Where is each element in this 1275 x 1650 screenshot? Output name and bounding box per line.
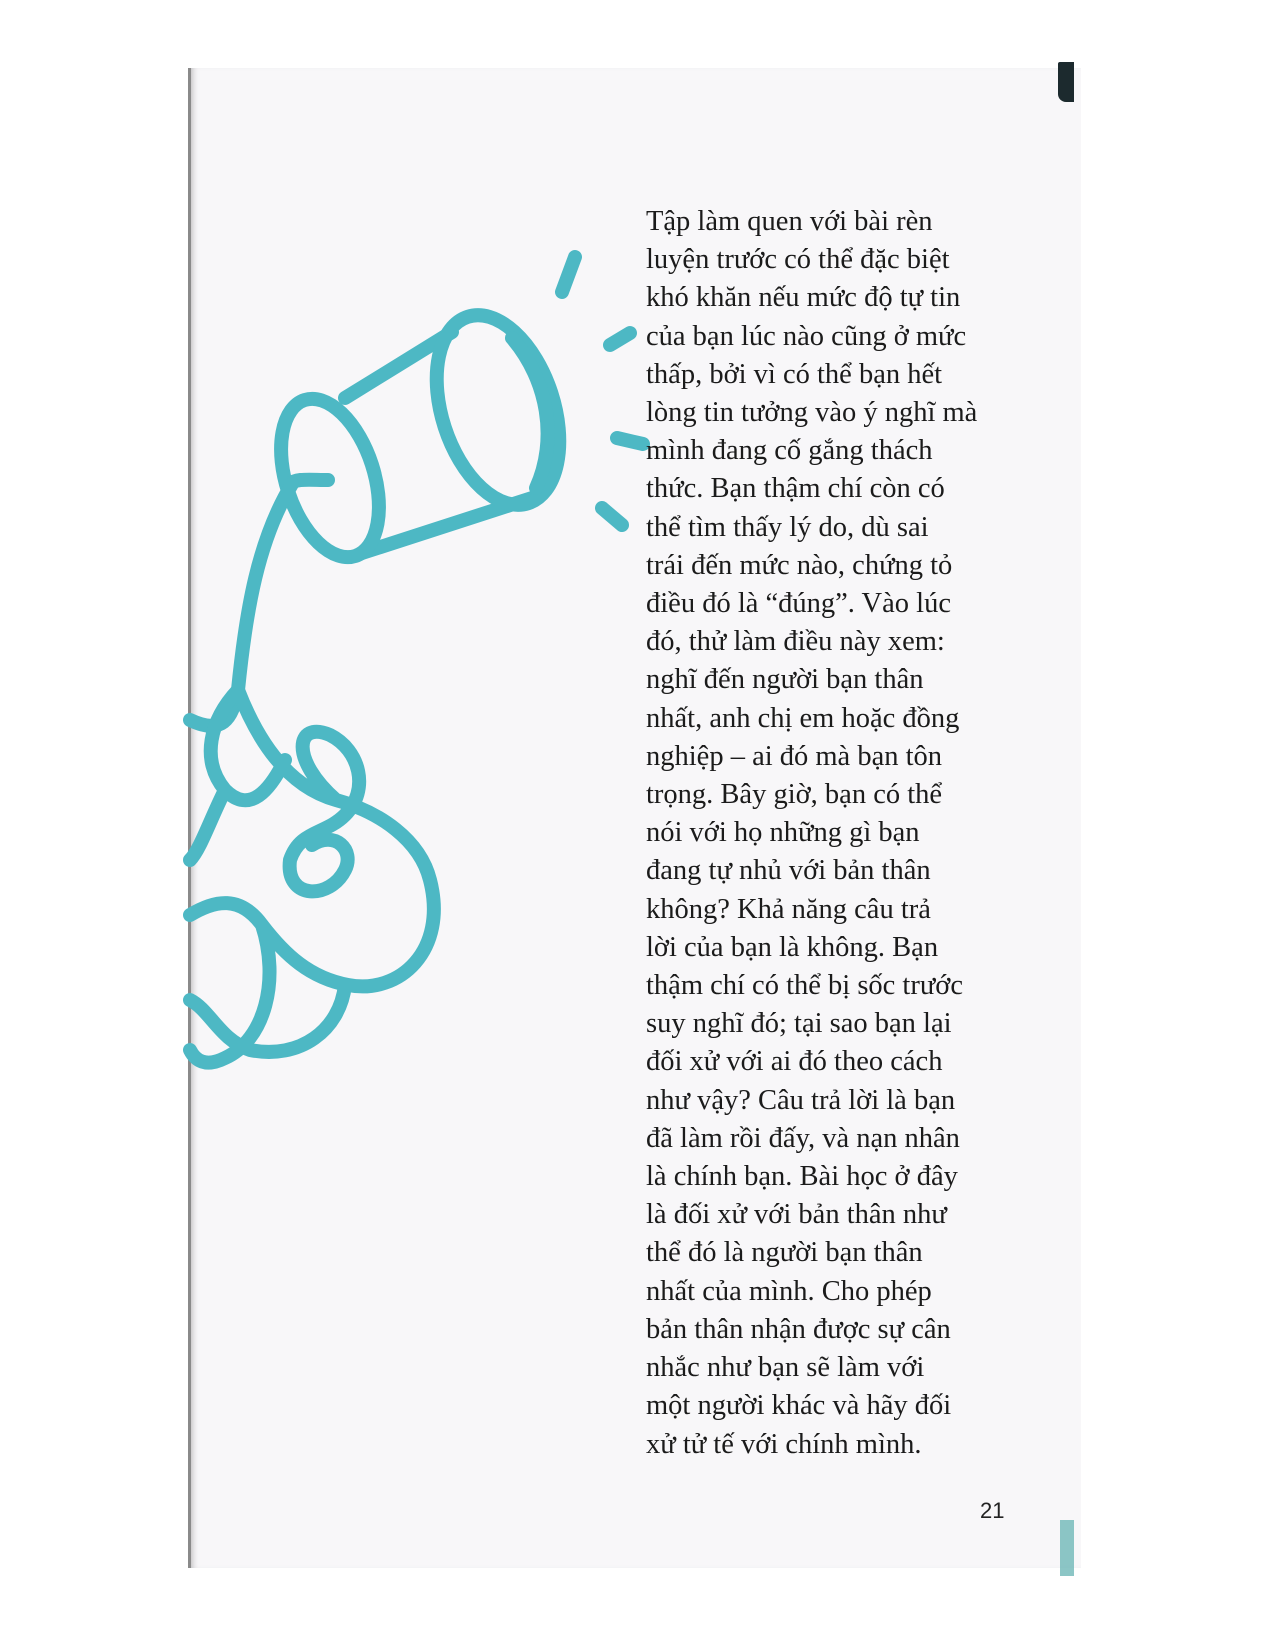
text-line: không? Khả năng câu trả bbox=[646, 893, 931, 925]
text-line: xử tử tế với chính mình. bbox=[646, 1428, 922, 1460]
text-line: một người khác và hãy đối bbox=[646, 1390, 952, 1422]
text-line: điều đó là “đúng”. Vào lúc bbox=[646, 588, 951, 620]
text-line: thức. Bạn thậm chí còn có bbox=[646, 473, 945, 505]
text-line: Tập làm quen với bài rèn bbox=[646, 206, 933, 237]
text-line: lòng tin tưởng vào ý nghĩ mà bbox=[646, 397, 978, 429]
text-line: nhất của mình. Cho phép bbox=[646, 1275, 932, 1307]
text-line: là đối xử với bản thân như bbox=[646, 1199, 947, 1231]
text-line: mình đang cố gắng thách bbox=[646, 435, 933, 467]
text-line: lời của bạn là không. Bạn bbox=[646, 931, 939, 963]
ray-2 bbox=[610, 333, 630, 345]
text-line: nghiệp – ai đó mà bạn tôn bbox=[646, 740, 943, 772]
text-line: trọng. Bây giờ, bạn có thể bbox=[646, 779, 943, 811]
text-line: trái đến mức nào, chứng tỏ bbox=[646, 549, 953, 581]
page-number: 21 bbox=[980, 1498, 1005, 1523]
text-line: đã làm rồi đấy, và nạn nhân bbox=[646, 1122, 960, 1154]
text-line: đó, thử làm điều này xem: bbox=[646, 626, 945, 658]
text-line: nhất, anh chị em hoặc đồng bbox=[646, 702, 960, 734]
text-line: nghĩ đến người bạn thân bbox=[646, 664, 924, 696]
text-line: đối xử với ai đó theo cách bbox=[646, 1046, 943, 1078]
text-line: của bạn lúc nào cũng ở mức bbox=[646, 320, 967, 352]
text-line: như vậy? Câu trả lời là bạn bbox=[646, 1084, 956, 1116]
text-line: là chính bạn. Bài học ở đây bbox=[646, 1161, 958, 1193]
text-line: thấp, bởi vì có thể bạn hết bbox=[646, 358, 943, 390]
text-line: đang tự nhủ với bản thân bbox=[646, 855, 931, 887]
text-line: bản thân nhận được sự cân bbox=[646, 1313, 951, 1345]
text-line: suy nghĩ đó; tại sao bạn lại bbox=[646, 1008, 952, 1040]
text-line: nhắc như bạn sẽ làm với bbox=[646, 1352, 925, 1384]
text-line: luyện trước có thể đặc biệt bbox=[646, 244, 950, 276]
text-line: khó khăn nếu mức độ tự tin bbox=[646, 282, 961, 314]
string-tangle bbox=[190, 690, 434, 1063]
ray-4 bbox=[602, 508, 622, 525]
text-line: thể tìm thấy lý do, dù sai bbox=[646, 511, 929, 543]
ray-3 bbox=[617, 438, 643, 444]
text-line: thể đó là người bạn thân bbox=[646, 1237, 923, 1269]
text-line: nói với họ những gì bạn bbox=[646, 817, 920, 849]
text-line: thậm chí có thể bị sốc trước bbox=[646, 970, 964, 1002]
body-paragraph bbox=[646, 203, 1036, 1464]
ray-1 bbox=[562, 257, 575, 292]
